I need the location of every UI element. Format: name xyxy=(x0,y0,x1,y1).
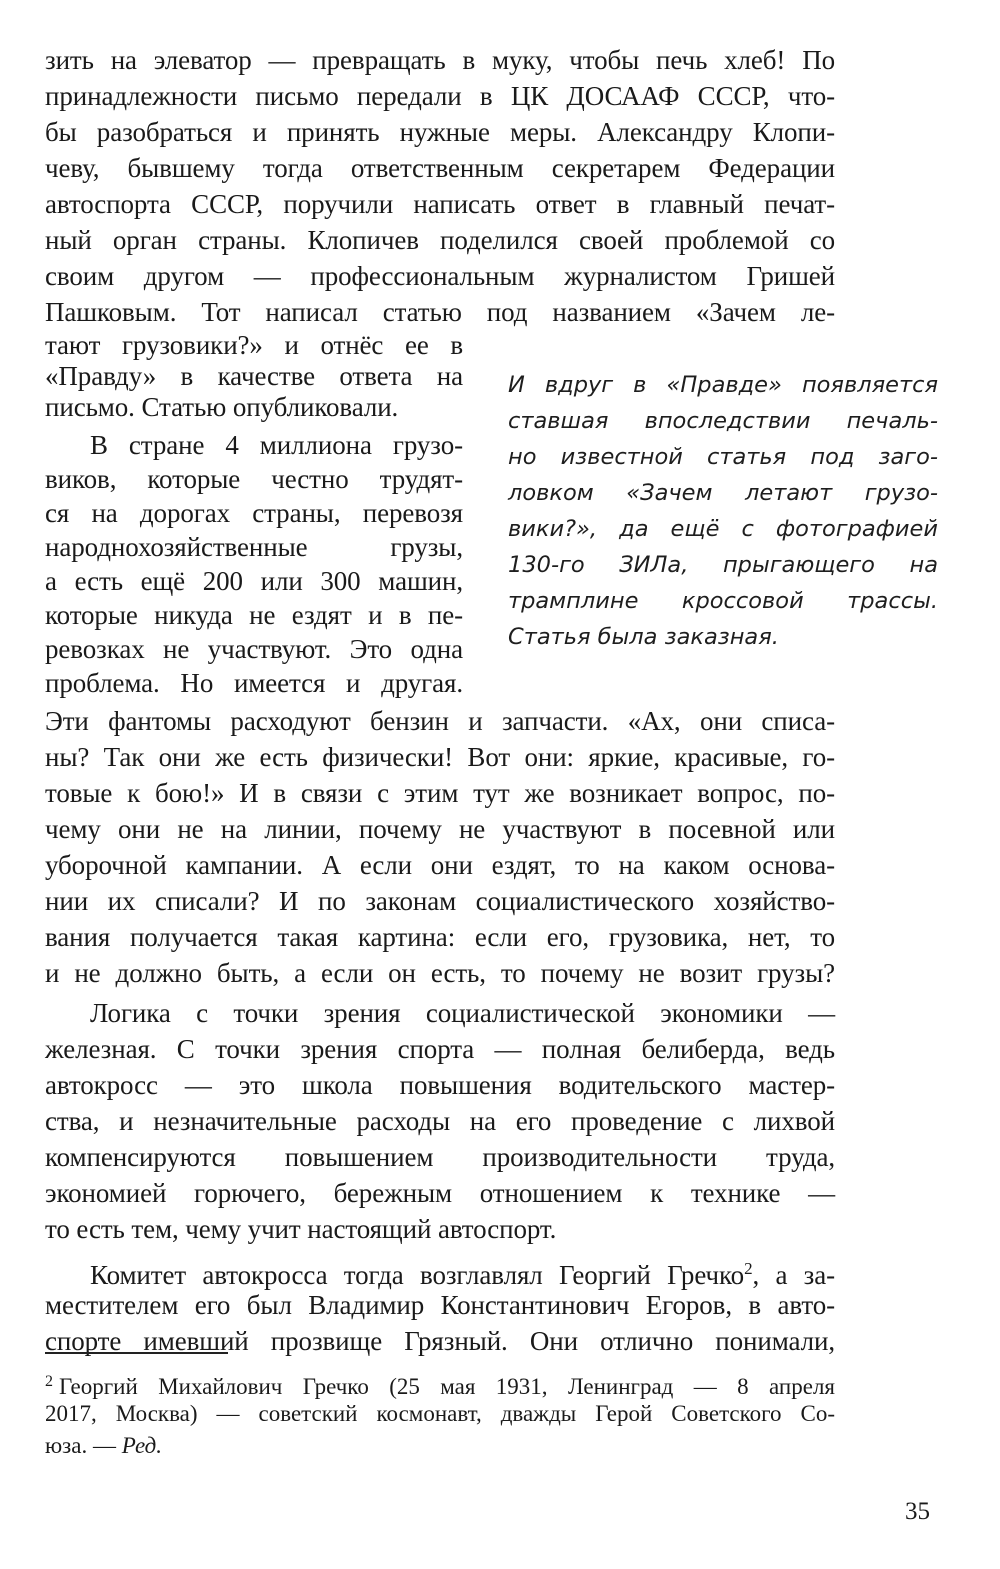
text-span: юза. — xyxy=(45,1433,116,1458)
text-line: Логика с точки зрения социалистической экономики — xyxy=(90,998,835,1028)
text-line: местителем его был Владимир Константинович Егоров, в авто- xyxy=(45,1290,835,1320)
editor-mark: Ред. xyxy=(121,1433,162,1458)
quote-line: 130-го ЗИЛа, прыгающего на xyxy=(508,552,938,578)
text-line: то есть тем, чему учит настоящий автоспорт. xyxy=(45,1214,557,1244)
text-line: В стране 4 миллиона грузо- xyxy=(90,430,463,460)
quote-line: Статья была заказная. xyxy=(508,624,779,650)
quote-line: трамплине кроссовой трассы. xyxy=(508,588,938,614)
quote-line: И вдруг в «Правде» появляется xyxy=(508,372,938,398)
text-line: народнохозяйственные грузы, xyxy=(45,532,463,562)
text-line: ный орган страны. Клопичев поделился своей проблемой со xyxy=(45,225,835,255)
text-line: ся на дорогах страны, перевозя xyxy=(45,498,463,528)
footnote-line: 2017, Москва) — советский космонавт, дважды Герой Советского Со- xyxy=(45,1401,835,1426)
text-line: и не должно быть, а если он есть, то почему не возит грузы? xyxy=(45,958,835,988)
text-line: зить на элеватор — превращать в муку, чтобы печь хлеб! По xyxy=(45,45,835,75)
text-line: экономией горючего, бережным отношением к технике — xyxy=(45,1178,835,1208)
text-line: компенсируются повышением производительности труда, xyxy=(45,1142,835,1172)
footnote-divider xyxy=(45,1352,228,1354)
footnote-line xyxy=(45,1430,835,1462)
page-number: 35 xyxy=(905,1498,930,1525)
text-line: уборочной кампании. А если они ездят, то на каком основа- xyxy=(45,850,835,880)
text-line: которые никуда не ездят и в пе- xyxy=(45,600,463,630)
text-line: принадлежности письмо передали в ЦК ДОСААФ СССР, что- xyxy=(45,81,835,111)
text-line: спорте имевший прозвище Грязный. Они отлично понимали, xyxy=(45,1326,835,1356)
text-line: а есть ещё 200 или 300 машин, xyxy=(45,566,463,596)
text-line: Пашковым. Тот написал статью под названием «Зачем ле- xyxy=(45,297,835,327)
text-line: вания получается такая картина: если его, грузовика, нет, то xyxy=(45,922,835,952)
text-line: ны? Так они же есть физически! Вот они: яркие, красивые, го- xyxy=(45,742,835,772)
footnote-ref: 2 xyxy=(744,1259,753,1278)
quote-line: ловком «Зачем летают грузо- xyxy=(508,480,938,506)
text-line: ства, и незначительные расходы на его проведение с лихвой xyxy=(45,1106,835,1136)
text-line: виков, которые честно трудят- xyxy=(45,464,463,494)
text-line: чему они не на линии, почему не участвуют в посевной или xyxy=(45,814,835,844)
text-line: проблема. Но имеется и другая. xyxy=(45,668,463,698)
text-line: «Правду» в качестве ответа на xyxy=(45,361,463,391)
text-line: чеву, бывшему тогда ответственным секретарем Федерации xyxy=(45,153,835,183)
quote-line: ставшая впоследствии печаль- xyxy=(508,408,938,434)
text-line: тают грузовики?» и отнёс ее в xyxy=(45,330,463,360)
text-line: автоспорта СССР, поручили написать ответ в главный печат- xyxy=(45,189,835,219)
text-span: Георгий Михайлович Гречко (25 мая 1931, Ленинград — 8 апреля xyxy=(59,1374,835,1399)
text-line: бы разобраться и принять нужные меры. Александру Клопи- xyxy=(45,117,835,147)
text-line: ревозках не участвуют. Это одна xyxy=(45,634,463,664)
text-line: своим другом — профессиональным журналистом Гришей xyxy=(45,261,835,291)
text-line: письмо. Статью опубликовали. xyxy=(45,392,399,422)
quote-line: но известной статья под заго- xyxy=(508,444,938,470)
text-line: железная. С точки зрения спорта — полная белиберда, ведь xyxy=(45,1034,835,1064)
quote-line: вики?», да ещё с фотографией xyxy=(508,516,938,542)
text-span: Комитет автокросса тогда возглавлял Георгий Гречко xyxy=(90,1260,745,1290)
text-line: Эти фантомы расходуют бензин и запчасти. «Ах, они списа- xyxy=(45,706,835,736)
text-span: , а за- xyxy=(752,1260,835,1290)
text-line: товые к бою!» И в связи с этим тут же возникает вопрос, по- xyxy=(45,778,835,808)
text-line: нии их списали? И по законам социалистического хозяйство- xyxy=(45,886,835,916)
text-line: автокросс — это школа повышения водительского мастер- xyxy=(45,1070,835,1100)
footnote-number: 2 xyxy=(45,1373,53,1390)
